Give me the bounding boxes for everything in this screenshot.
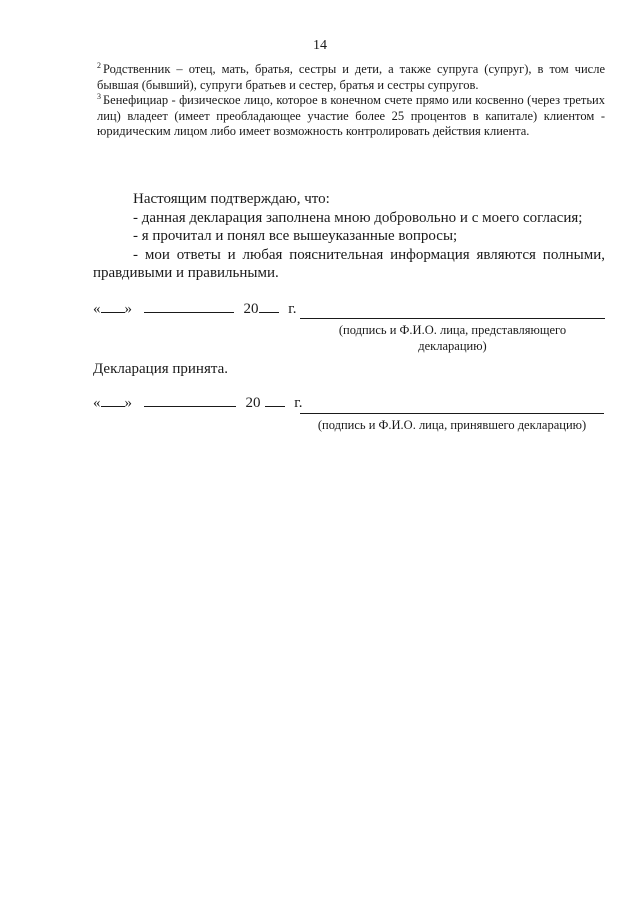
footnote-text: Родственник – отец, мать, братья, сестры и дети, а также супруга (супруг), в том числе бывшая (бывший), супруги братьев и сестер, братья и сестры супругов. xyxy=(97,62,605,92)
confirmation-section xyxy=(93,190,605,283)
signature-date-line-acceptor xyxy=(93,394,302,412)
year-field[interactable] xyxy=(265,394,285,407)
day-field[interactable] xyxy=(101,394,125,407)
footnote-relative xyxy=(97,62,605,93)
signature-caption-acceptor: (подпись и Ф.И.О. лица, принявшего декларацию) xyxy=(317,418,587,432)
footnote-text: Бенефициар - физическое лицо, которое в конечном счете прямо или косвенно (через третьих лиц) владеет (имеет преобладающее участие более 25 процентов в капитале) клиентом - юридическим лицом либо имеет возможность контролировать действия клиента. xyxy=(97,93,605,138)
footnote-beneficiary xyxy=(97,93,605,140)
signature-caption-declarant xyxy=(300,322,605,354)
caption-line: декларацию) xyxy=(418,339,487,353)
signature-field-declarant[interactable] xyxy=(300,318,605,319)
acceptance-heading: Декларация принята. xyxy=(93,361,228,377)
confirmation-intro: Настоящим подтверждаю, что: xyxy=(133,191,330,207)
month-field[interactable] xyxy=(144,394,236,407)
signature-field-acceptor[interactable] xyxy=(300,413,604,414)
year-field[interactable] xyxy=(259,300,279,313)
caption-line: (подпись и Ф.И.О. лица, представляющего xyxy=(338,323,567,337)
close-quote: » xyxy=(124,301,132,317)
footnotes xyxy=(97,62,605,140)
open-quote: « xyxy=(93,395,101,411)
day-field[interactable] xyxy=(101,300,125,313)
year-prefix: 20 xyxy=(245,395,261,411)
footnote-marker: 3 xyxy=(97,92,101,101)
confirmation-item: - я прочитал и понял все вышеуказанные вопросы; xyxy=(133,228,458,244)
month-field[interactable] xyxy=(144,300,234,313)
confirmation-item: - мои ответы и любая пояснительная информация являются полными, правдивыми и правильными. xyxy=(93,246,605,281)
year-suffix: г. xyxy=(294,395,303,411)
footnote-marker: 2 xyxy=(97,61,101,70)
page-number: 14 xyxy=(313,38,327,53)
close-quote: » xyxy=(124,395,132,411)
open-quote: « xyxy=(93,301,101,317)
year-prefix: 20 xyxy=(243,301,259,317)
signature-date-line-declarant xyxy=(93,300,296,318)
year-suffix: г. xyxy=(288,301,297,317)
confirmation-item: - данная декларация заполнена мною добровольно и с моего согласия; xyxy=(133,209,583,226)
